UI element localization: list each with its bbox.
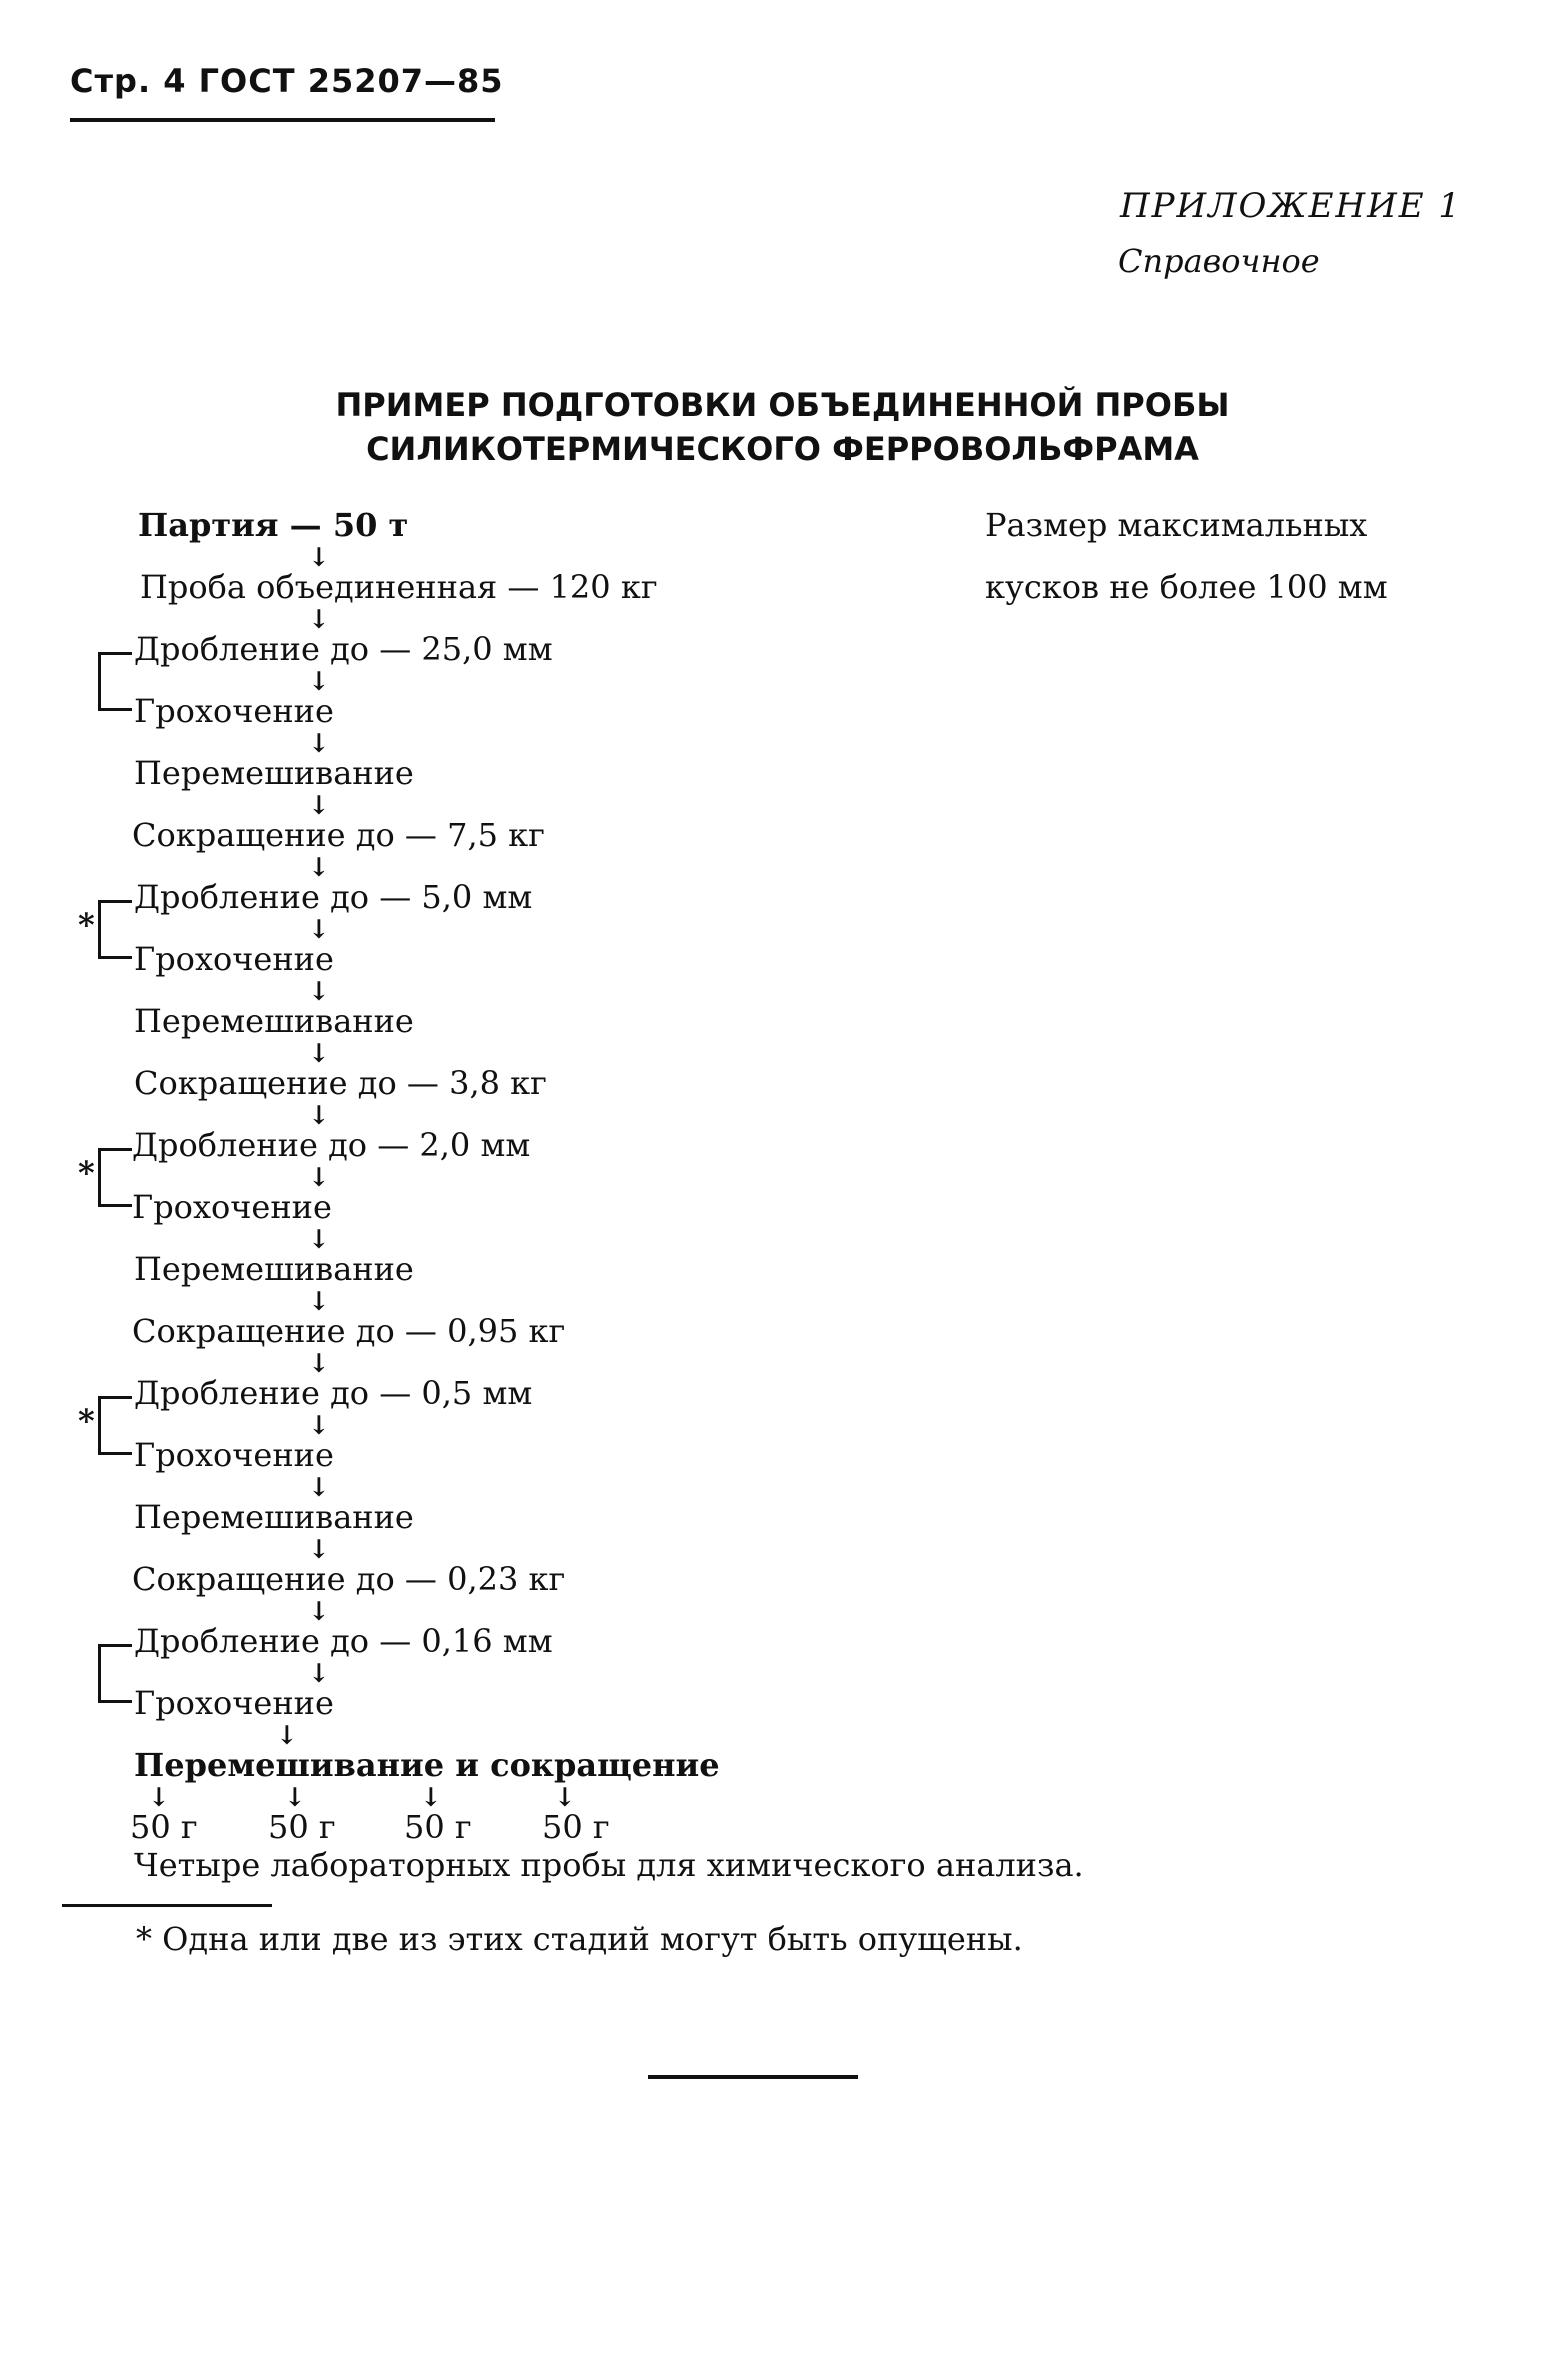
down-arrow-icon: ↓ [284,1783,306,1813]
loop-bracket-bottom [98,1700,132,1703]
down-arrow-icon: ↓ [554,1783,576,1813]
step-combined-sample: Проба объединенная — 120 кг [140,568,658,606]
loop-bracket-bottom [98,1452,132,1455]
title-line-2: СИЛИКОТЕРМИЧЕСКОГО ФЕРРОВОЛЬФРАМА [366,430,1199,468]
side-note-line-2: кусков не более 100 мм [985,568,1388,606]
down-arrow-icon: ↓ [308,1225,330,1255]
down-arrow-icon: ↓ [308,1411,330,1441]
step-crushing: Дробление до — 0,5 мм [134,1374,533,1412]
page-header: Стр. 4 ГОСТ 25207—85 [70,62,504,100]
down-arrow-icon: ↓ [308,1535,330,1565]
footnote-rule [62,1904,272,1907]
step-mixing: Перемешивание [134,1498,414,1536]
step-final-mixing-reduction: Перемешивание и сокращение [134,1746,720,1784]
lab-sample: 50 г [130,1808,198,1846]
down-arrow-icon: ↓ [308,729,330,759]
footnote-star: * [78,1154,95,1192]
loop-bracket [98,900,101,958]
step-batch: Партия — 50 т [138,506,409,544]
appendix-type: Справочное [1118,242,1320,280]
lab-sample: 50 г [404,1808,472,1846]
down-arrow-icon: ↓ [308,1659,330,1689]
step-crushing: Дробление до — 25,0 мм [134,630,553,668]
side-note-line-1: Размер максимальных [985,506,1368,544]
down-arrow-icon: ↓ [308,853,330,883]
down-arrow-icon: ↓ [308,1163,330,1193]
step-screening: Грохочение [134,692,334,730]
loop-bracket-bottom [98,708,132,711]
down-arrow-icon: ↓ [308,605,330,635]
step-crushing: Дробление до — 5,0 мм [134,878,533,916]
lab-sample: 50 г [268,1808,336,1846]
down-arrow-icon: ↓ [308,915,330,945]
down-arrow-icon: ↓ [308,1473,330,1503]
step-screening: Грохочение [134,1684,334,1722]
loop-bracket-top [98,1148,132,1151]
step-mixing: Перемешивание [134,754,414,792]
step-screening: Грохочение [132,1188,332,1226]
loop-bracket-top [98,1396,132,1399]
header-rule [70,118,495,122]
loop-bracket [98,652,101,710]
down-arrow-icon: ↓ [308,791,330,821]
loop-bracket-bottom [98,956,132,959]
step-mixing: Перемешивание [134,1250,414,1288]
step-screening: Грохочение [134,1436,334,1474]
loop-bracket-bottom [98,1204,132,1207]
step-reduction: Сокращение до — 0,95 кг [132,1312,566,1350]
down-arrow-icon: ↓ [308,1039,330,1069]
footnote-text: * Одна или две из этих стадий могут быть опущены. [136,1920,1023,1958]
end-rule [648,2075,858,2079]
down-arrow-icon: ↓ [308,1349,330,1379]
step-crushing: Дробление до — 0,16 мм [134,1622,553,1660]
down-arrow-icon: ↓ [308,1101,330,1131]
conclusion-text: Четыре лабораторных пробы для химического анализа. [134,1846,1084,1884]
down-arrow-icon: ↓ [420,1783,442,1813]
footnote-star: * [78,1402,95,1440]
appendix-label: ПРИЛОЖЕНИЕ 1 [1120,186,1463,226]
loop-bracket-top [98,1644,132,1647]
loop-bracket-top [98,652,132,655]
step-reduction: Сокращение до — 7,5 кг [132,816,545,854]
loop-bracket [98,1148,101,1206]
down-arrow-icon: ↓ [308,1287,330,1317]
down-arrow-icon: ↓ [308,977,330,1007]
down-arrow-icon: ↓ [148,1783,170,1813]
down-arrow-icon: ↓ [308,667,330,697]
down-arrow-icon: ↓ [308,543,330,573]
loop-bracket-top [98,900,132,903]
step-mixing: Перемешивание [134,1002,414,1040]
title-line-1: ПРИМЕР ПОДГОТОВКИ ОБЪЕДИНЕННОЙ ПРОБЫ [335,386,1230,424]
loop-bracket [98,1644,101,1702]
footnote-star: * [78,906,95,944]
step-screening: Грохочение [134,940,334,978]
down-arrow-icon: ↓ [308,1597,330,1627]
step-crushing: Дробление до — 2,0 мм [132,1126,531,1164]
down-arrow-icon: ↓ [276,1721,298,1751]
step-reduction: Сокращение до — 0,23 кг [132,1560,566,1598]
step-reduction: Сокращение до — 3,8 кг [134,1064,547,1102]
lab-sample: 50 г [542,1808,610,1846]
loop-bracket [98,1396,101,1454]
